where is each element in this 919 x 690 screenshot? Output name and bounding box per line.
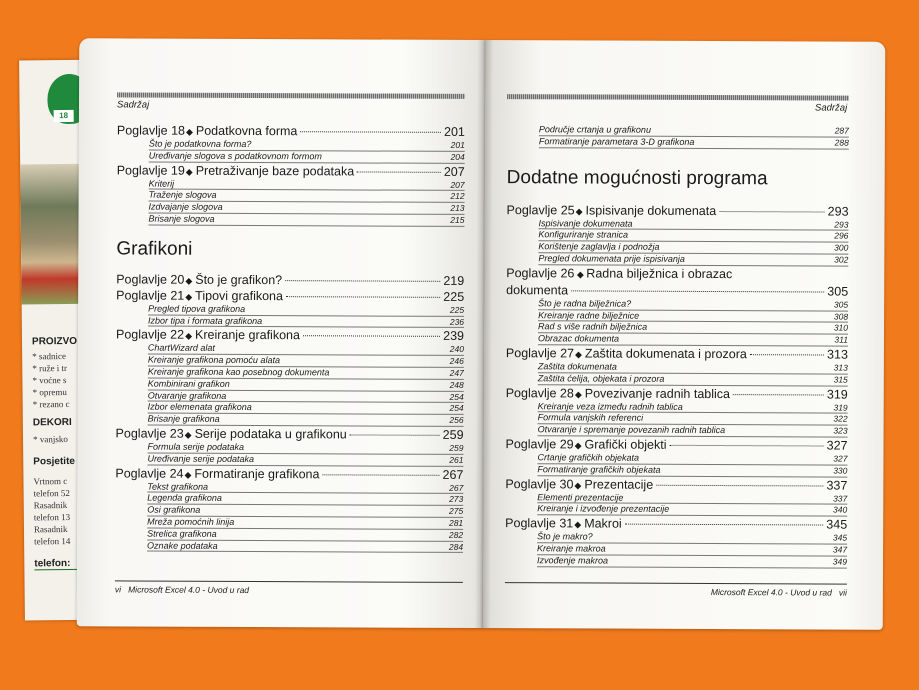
subentry-title: Zaštita dokumenata <box>537 361 617 372</box>
leaflet-heading: PROIZVO <box>31 335 78 348</box>
toc-chapter <box>116 425 464 443</box>
footer-rule <box>505 582 847 584</box>
diamond-icon: ◆ <box>575 206 583 217</box>
subentry-title: Osi grafikona <box>147 504 201 515</box>
subentry-title: Područje crtanja u grafikonu <box>538 124 651 135</box>
subentry-rule <box>639 318 834 319</box>
subentry-rule <box>664 382 833 383</box>
subentry-title: ChartWizard alat <box>147 342 215 354</box>
subentry-rule <box>660 473 833 474</box>
subentry-title: Konfiguriranje stranica <box>538 229 629 241</box>
leaflet-line: telefon 52 <box>33 487 70 499</box>
chapter-title: Povezivanje radnih tablica <box>584 386 731 401</box>
chapter-number: Poglavlje 25 <box>506 202 575 218</box>
subentry-title: Korištenje zaglavlja i podnožja <box>538 241 660 252</box>
subentry-rule <box>608 563 833 564</box>
subentry-page: 315 <box>833 374 848 385</box>
subentry-page: 261 <box>449 454 464 465</box>
subentry-rule <box>647 330 834 331</box>
subentry-page: 236 <box>449 316 465 327</box>
toc-chapter <box>116 271 464 289</box>
subentry-page: 345 <box>832 532 848 543</box>
leaflet-item: * opremu <box>32 387 67 398</box>
subentry-title: Formatiranje grafičkih objekata <box>537 463 661 475</box>
toc-chapter <box>116 327 464 345</box>
subentry-title: Što je radna bilježnica? <box>538 298 632 309</box>
chapter-page: 259 <box>442 427 464 442</box>
subentry-page: 347 <box>832 544 848 555</box>
subentry-page: 201 <box>450 139 465 150</box>
subentry-rule <box>223 210 451 211</box>
subentry-page: 322 <box>833 413 848 424</box>
toc-right <box>505 124 849 568</box>
dot-leader <box>322 474 439 476</box>
subentry-rule <box>251 147 450 148</box>
subentry-page: 313 <box>833 362 848 373</box>
leaflet-item: * voćne s <box>32 375 67 386</box>
page-footer <box>115 584 249 595</box>
subentry-rule <box>669 512 833 513</box>
dot-leader <box>286 296 440 298</box>
chapter-number: Poglavlje 26 <box>506 265 575 281</box>
subentry-page: 275 <box>449 506 464 517</box>
subentry-page: 212 <box>450 191 465 202</box>
subentry-rule <box>643 421 833 422</box>
chapter-number: Poglavlje 22 <box>115 327 185 343</box>
leaflet-heading: Posjetite <box>33 455 76 468</box>
subentry-title: Oznake podataka <box>147 540 218 551</box>
subentry-title: Strelica grafikona <box>147 528 217 539</box>
subentry-rule <box>208 489 449 490</box>
toc-chapter <box>115 465 463 483</box>
subentry-title: Izdvajanje slogova <box>148 201 223 213</box>
subentry-rule <box>245 312 450 313</box>
diamond-icon: ◆ <box>184 469 192 480</box>
subentry-rule <box>215 351 450 352</box>
footer-title: Microsoft Excel 4.0 - Uvod u rad <box>128 584 250 595</box>
diamond-icon: ◆ <box>185 166 193 177</box>
chapter-title: Prezentacije <box>584 476 654 492</box>
chapter-number: Poglavlje 21 <box>116 288 185 303</box>
subentry-rule <box>226 398 449 399</box>
subentry-title: Kreiranje radne bilježnice <box>538 309 640 321</box>
chapter-page: 267 <box>442 467 464 482</box>
diamond-icon: ◆ <box>185 275 193 286</box>
subentry-title: Uređivanje slogova s podatkovnom formom <box>148 150 322 162</box>
subentry-rule <box>215 222 451 223</box>
subentry-rule <box>633 226 835 227</box>
chapter-number: Poglavlje 24 <box>115 465 184 481</box>
footer-page-number: vii <box>838 587 847 598</box>
subentry-rule <box>216 198 450 199</box>
chapter-number: Poglavlje 18 <box>116 123 186 138</box>
subentry-page: 305 <box>833 299 849 310</box>
subentry-rule <box>230 387 450 388</box>
chapter-page: 207 <box>443 164 465 179</box>
diamond-icon: ◆ <box>574 349 582 360</box>
subentry-rule <box>617 370 834 371</box>
subentry-rule <box>254 462 449 463</box>
leaflet-line: Vrtnom c <box>33 476 68 487</box>
subentry-title: Brisanje grafikona <box>147 413 220 425</box>
subentry-rule <box>280 363 450 364</box>
subentry-page: 267 <box>449 482 464 493</box>
subentry-page: 207 <box>450 179 465 190</box>
dot-leader <box>733 394 824 395</box>
subentry-title: Kreiranje veza između radnih tablica <box>537 400 683 412</box>
chapter-number: Poglavlje 23 <box>115 426 184 441</box>
subentry-page: 287 <box>834 125 849 136</box>
subentry-title: Uređivanje serije podataka <box>147 453 255 464</box>
header-rule <box>117 92 465 99</box>
subentry-page: 311 <box>834 334 849 345</box>
chapter-title: Zaštita dokumenata i prozora <box>584 346 747 362</box>
subentry-page: 327 <box>833 453 848 464</box>
toc-subentry <box>148 214 464 227</box>
chapter-number: Poglavlje 31 <box>505 516 574 531</box>
subentry-rule <box>623 500 833 501</box>
toc-subentry <box>539 136 849 149</box>
subentry-title: Mreža pomoćnih linija <box>147 516 235 527</box>
subentry-title: Formula serije podataka <box>147 441 245 452</box>
dot-leader <box>303 336 440 338</box>
subentry-page: 302 <box>834 254 849 265</box>
dot-leader <box>300 131 441 133</box>
subentry-rule <box>619 342 834 343</box>
subentry-title: Što je podatkovna forma? <box>148 138 252 149</box>
subentry-rule <box>593 540 833 541</box>
subentry-title: Kreiranje grafikona kao posebnog dokumenta <box>147 366 330 378</box>
chapter-page: 201 <box>443 124 465 139</box>
dot-leader <box>350 434 440 435</box>
section-heading: Dodatne mogućnosti programa <box>506 166 768 189</box>
subentry-title: Ispisivanje dokumenata <box>538 217 633 229</box>
subentry-page: 323 <box>833 425 848 436</box>
toc-chapter <box>506 345 848 362</box>
subentry-rule <box>685 262 834 263</box>
toc-chapter <box>117 162 465 180</box>
toc-chapter <box>117 122 465 140</box>
chapter-page: 239 <box>443 329 465 344</box>
subentry-rule <box>222 501 449 502</box>
subentry-rule <box>218 548 449 549</box>
page-footer <box>711 587 847 598</box>
subentry-title: Kreiranje makroa <box>537 543 606 554</box>
logo-badge: 18 <box>54 110 74 122</box>
page-header: Sadržaj <box>116 99 150 111</box>
leaflet-heading: DEKORI <box>32 416 72 429</box>
subentry-title: Elementi prezentacije <box>537 491 624 503</box>
chapter-page: 219 <box>443 273 465 288</box>
toc-chapter <box>506 265 848 299</box>
diamond-icon: ◆ <box>185 126 193 137</box>
chapter-title: Serije podataka u grafikonu <box>194 426 347 442</box>
subentry-title: Traženje slogova <box>148 189 217 201</box>
footer-page-number: vi <box>114 584 122 595</box>
subentry-title: Legenda grafikona <box>147 492 222 504</box>
chapter-page: 345 <box>826 517 848 532</box>
subentry-page: 337 <box>833 493 848 504</box>
leaflet-item: * sadnice <box>32 351 66 362</box>
chapter-title: Ispisivanje dokumenata <box>585 203 717 218</box>
dot-leader <box>625 524 824 526</box>
subentry-page: 308 <box>833 311 849 322</box>
subentry-page: 319 <box>833 402 848 413</box>
subentry-rule <box>322 159 451 160</box>
dot-leader <box>719 211 824 212</box>
section-heading: Grafikoni <box>116 238 193 260</box>
subentry-rule <box>252 410 450 411</box>
subentry-page: 248 <box>449 379 464 390</box>
chapter-number: Poglavlje 29 <box>505 437 574 452</box>
subentry-page: 247 <box>449 367 464 378</box>
leaflet-line: telefon 13 <box>33 511 71 523</box>
subentry-title: Pregled dokumenata prije ispisivanja <box>538 253 685 264</box>
subentry-title: Obrazac dokumenta <box>537 333 620 344</box>
chapter-number: Poglavlje 27 <box>505 346 575 361</box>
dot-leader <box>656 484 823 486</box>
subentry-page: 310 <box>833 322 849 333</box>
subentry-rule <box>651 133 835 134</box>
subentry-title: Izbor tipa i formata grafikona <box>148 315 263 326</box>
subentry-page: 284 <box>448 541 464 552</box>
header-rule <box>507 94 849 100</box>
diamond-icon: ◆ <box>574 388 582 400</box>
chapter-page: 337 <box>826 478 848 493</box>
chapter-title: Radna bilježnica i obrazac <box>586 266 733 281</box>
subentry-page: 282 <box>448 529 464 540</box>
chapter-title: Što je grafikon? <box>195 272 283 287</box>
leaflet-line: telefon 14 <box>34 535 71 547</box>
subentry-page: 293 <box>834 219 849 230</box>
subentry-title: Kombinirani grafikon <box>147 378 230 389</box>
subentry-rule <box>683 409 834 410</box>
subentry-page: 254 <box>449 403 464 414</box>
subentry-rule <box>628 238 834 239</box>
dot-leader <box>357 171 441 172</box>
subentry-page: 225 <box>449 304 465 315</box>
diamond-icon: ◆ <box>574 440 582 451</box>
leaflet-phone: telefon: <box>34 558 114 571</box>
open-book <box>77 38 886 630</box>
subentry-page: 204 <box>450 151 465 162</box>
subentry-rule <box>244 450 449 451</box>
leaflet-item: * vanjsko <box>32 433 68 445</box>
subentry-title: Rad s više radnih bilježnica <box>538 321 648 333</box>
subentry-page: 349 <box>832 556 848 567</box>
subentry-rule <box>639 461 833 462</box>
subentry-rule <box>217 537 449 538</box>
diamond-icon: ◆ <box>185 331 193 342</box>
subentry-rule <box>631 306 834 307</box>
chapter-title: Makroi <box>584 516 622 531</box>
chapter-page: 319 <box>826 387 848 402</box>
toc-chapter <box>505 436 847 453</box>
subentry-rule <box>329 375 449 376</box>
chapter-page: 327 <box>826 438 848 453</box>
subentry-rule <box>694 145 834 146</box>
subentry-title: Tekst grafikona <box>147 481 209 492</box>
subentry-title: Kreiranje i izvođenje prezentacije <box>537 503 670 515</box>
toc-chapter <box>505 476 847 493</box>
subentry-page: 300 <box>834 242 849 253</box>
subentry-page: 254 <box>449 391 464 402</box>
diamond-icon: ◆ <box>574 269 587 280</box>
chapter-page: 293 <box>827 204 849 219</box>
leaflet-line: Rasadnik <box>33 500 68 511</box>
toc-subentry <box>147 540 463 553</box>
dot-leader <box>571 290 824 292</box>
chapter-title: Tipovi grafikona <box>195 288 284 303</box>
subentry-page: 281 <box>448 517 464 528</box>
subentry-page: 330 <box>833 465 848 476</box>
dot-leader <box>285 280 440 282</box>
subentry-page: 296 <box>834 230 849 241</box>
subentry-page: 259 <box>449 442 464 453</box>
subentry-page: 288 <box>834 137 849 148</box>
subentry-page: 246 <box>449 356 464 367</box>
toc-chapter <box>505 515 847 532</box>
chapter-page: 305 <box>827 284 849 299</box>
leaflet-line: Rasadnik <box>33 524 68 535</box>
chapter-title: Grafički objekti <box>584 437 667 452</box>
chapter-number: Poglavlje 30 <box>505 476 574 491</box>
page-header: Sadržaj <box>814 102 848 114</box>
subentry-title: Izbor elemenata grafikona <box>147 401 252 413</box>
subentry-title: Brisanje slogova <box>148 213 215 224</box>
subentry-title: Otvaranje grafikona <box>147 390 227 401</box>
footer-title: Microsoft Excel 4.0 - Uvod u rad <box>710 587 832 598</box>
subentry-title: Formula vanjskih referenci <box>537 412 644 424</box>
chapter-title: Formatiranje grafikona <box>194 466 320 481</box>
chapter-title: Podatkovna forma <box>195 123 298 139</box>
subentry-title: Formatiranje parametara 3-D grafikona <box>538 136 695 147</box>
subentry-rule <box>174 186 450 187</box>
subentry-title: Što je makro? <box>537 531 593 542</box>
subentry-title: Crtanje grafičkih objekata <box>537 452 640 463</box>
subentry-rule <box>659 250 834 251</box>
subentry-title: Kreiranje grafikona pomoću alata <box>147 354 280 366</box>
subentry-rule <box>606 551 833 552</box>
diamond-icon: ◆ <box>574 519 582 530</box>
book-gutter <box>475 40 494 628</box>
right-page <box>483 40 886 630</box>
subentry-title: Zaštita ćelija, objekata i prozora <box>537 373 665 384</box>
leaflet-item: * ruže i tr <box>32 363 68 374</box>
subentry-rule <box>200 513 449 514</box>
chapter-number: Poglavlje 20 <box>116 272 185 287</box>
subentry-page: 215 <box>450 214 465 225</box>
dot-leader <box>750 354 824 355</box>
subentry-title: Otvaranje i spremanje povezanih radnih tablica <box>537 424 726 436</box>
toc-chapter <box>116 287 464 305</box>
subentry-page: 273 <box>449 494 464 505</box>
chapter-number: Poglavlje 19 <box>116 163 185 178</box>
subentry-title: Pregled tipova grafikona <box>148 303 246 314</box>
subentry-page: 340 <box>833 504 848 515</box>
toc-left <box>115 122 465 553</box>
toc-subentry <box>537 555 847 568</box>
chapter-page: 225 <box>443 289 465 304</box>
subentry-title: Izvođenje makroa <box>536 554 609 566</box>
chapter-line <box>506 282 848 299</box>
diamond-icon: ◆ <box>185 291 193 302</box>
footer-rule <box>115 580 463 583</box>
toc-chapter <box>507 202 849 219</box>
subentry-page: 240 <box>449 344 464 355</box>
subentry-rule <box>234 525 449 526</box>
chapter-title-cont: dokumenta <box>506 282 569 298</box>
left-page <box>77 38 486 628</box>
subentry-rule <box>262 324 450 325</box>
leaflet-item: * rezano c <box>32 398 70 410</box>
diamond-icon: ◆ <box>574 479 582 490</box>
subentry-rule <box>220 422 450 423</box>
diamond-icon: ◆ <box>184 429 192 440</box>
subentry-page: 213 <box>450 203 465 214</box>
subentry-title: Kriterij <box>148 178 175 189</box>
chapter-page: 313 <box>827 347 848 362</box>
chapter-title: Pretraživanje baze podataka <box>195 163 355 179</box>
dot-leader <box>670 445 824 447</box>
chapter-title: Kreiranje grafikona <box>194 328 300 343</box>
chapter-line <box>506 265 848 283</box>
chapter-number: Poglavlje 28 <box>505 385 574 400</box>
subentry-page: 256 <box>449 415 464 426</box>
toc-chapter <box>506 385 848 402</box>
